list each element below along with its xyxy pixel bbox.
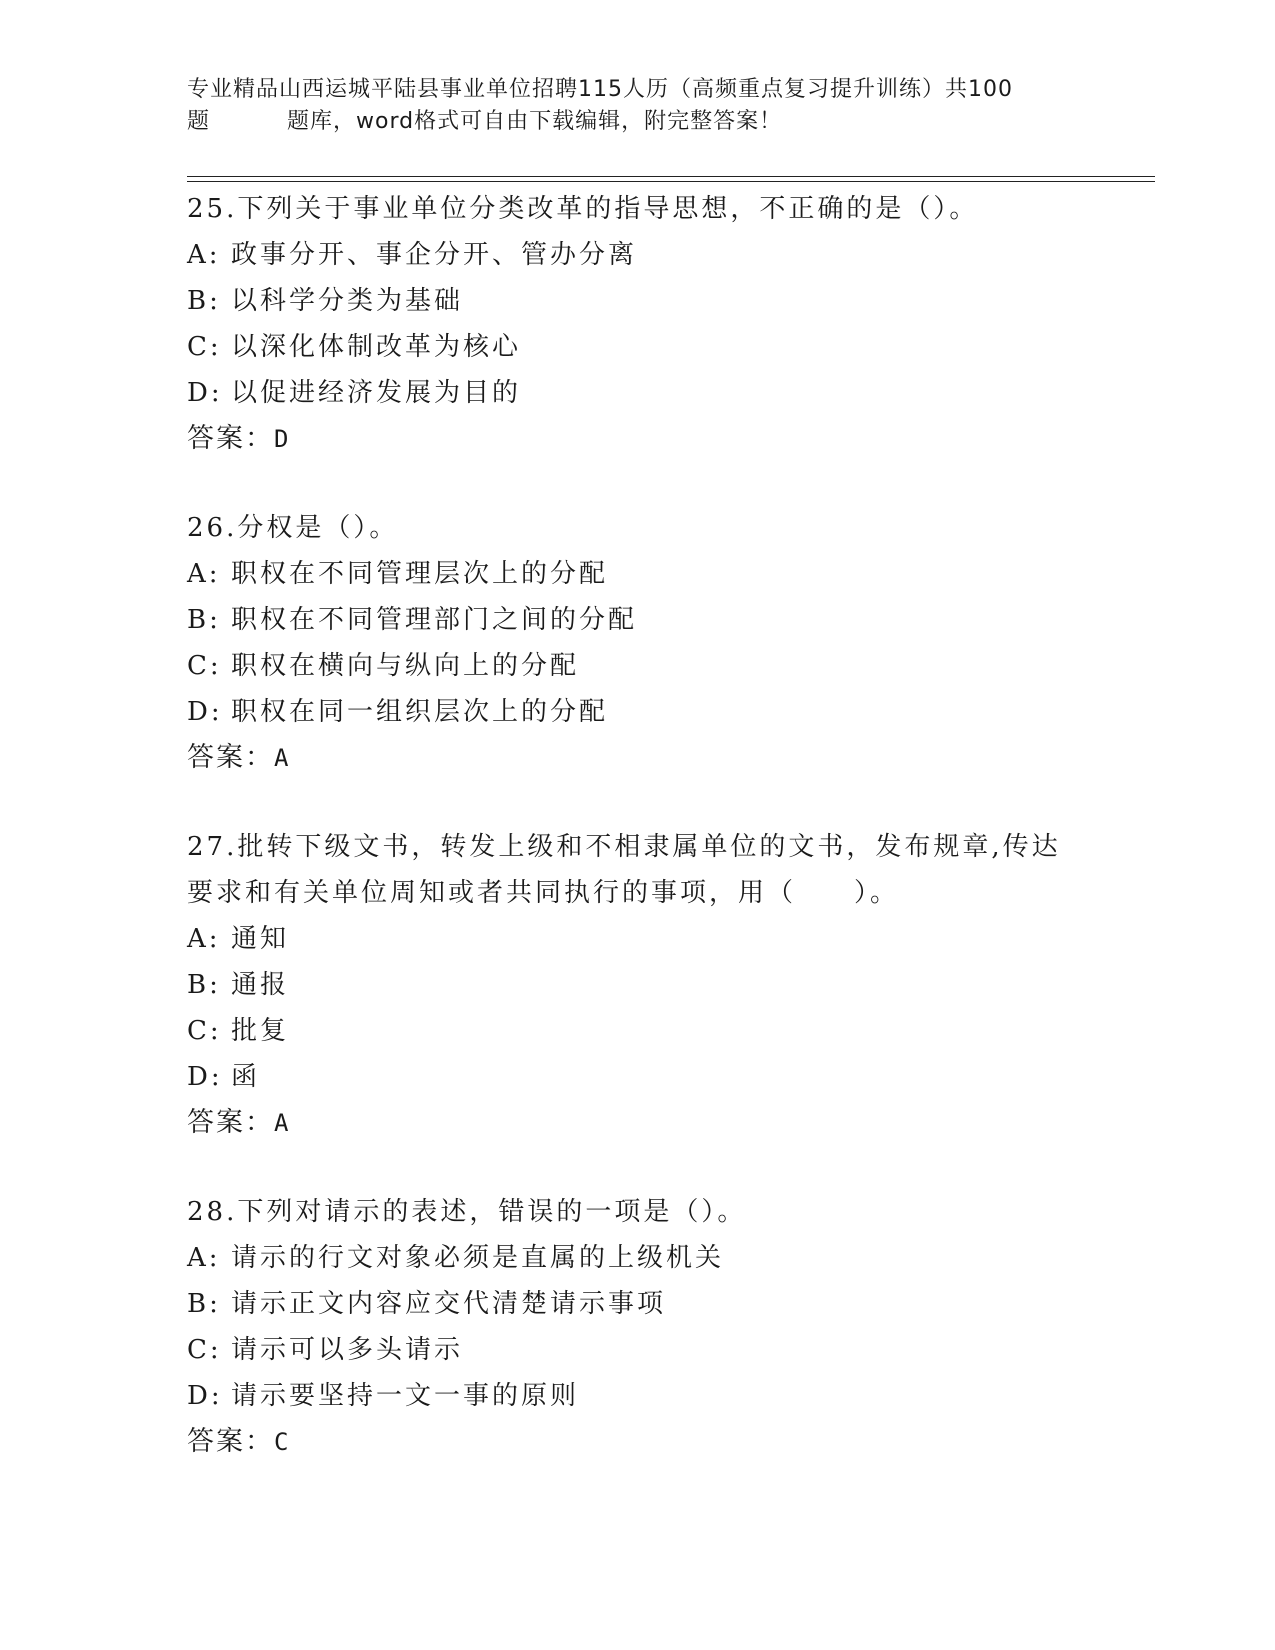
document-header xyxy=(187,74,1107,138)
option-a xyxy=(187,232,1087,278)
header-divider-top xyxy=(187,176,1155,177)
option-text: 职权在不同管理部门之间的分配 xyxy=(231,605,638,635)
answer-label: 答案： xyxy=(187,423,274,454)
question-25 xyxy=(187,186,1087,462)
option-key: D: xyxy=(187,1381,223,1411)
question-26 xyxy=(187,505,1087,781)
option-c xyxy=(187,643,1087,689)
question-stem-line1: 27.批转下级文书，转发上级和不相隶属单位的文书，发布规章,传达 xyxy=(187,832,1061,862)
answer-line xyxy=(187,1100,1087,1146)
option-key: D: xyxy=(187,697,223,727)
option-b xyxy=(187,278,1087,324)
question-stem: 26.分权是（）。 xyxy=(187,513,399,543)
option-text: 请示正文内容应交代清楚请示事项 xyxy=(231,1289,667,1319)
option-text: 通知 xyxy=(231,924,290,954)
option-key: A: xyxy=(187,559,221,589)
option-key: A: xyxy=(187,1243,221,1273)
header-line2-lead: 题 xyxy=(187,109,211,134)
option-key: B: xyxy=(187,970,221,1000)
option-d xyxy=(187,370,1087,416)
option-a xyxy=(187,1235,1087,1281)
question-27 xyxy=(187,824,1087,1146)
option-key: C: xyxy=(187,651,222,681)
option-c xyxy=(187,1008,1087,1054)
question-28 xyxy=(187,1189,1087,1465)
option-a xyxy=(187,551,1087,597)
answer-line xyxy=(187,416,1087,462)
option-text: 职权在不同管理层次上的分配 xyxy=(231,559,609,589)
option-key: D: xyxy=(187,1062,223,1092)
option-key: B: xyxy=(187,605,221,635)
header-line2-text: 题库，word格式可自由下载编辑，附完整答案！ xyxy=(287,109,783,134)
option-key: A: xyxy=(187,924,221,954)
answer-label: 答案： xyxy=(187,1107,274,1138)
option-key: C: xyxy=(187,1335,222,1365)
option-text: 以科学分类为基础 xyxy=(231,286,464,316)
option-key: C: xyxy=(187,1016,222,1046)
option-b xyxy=(187,962,1087,1008)
option-key: D: xyxy=(187,378,223,408)
option-d xyxy=(187,1054,1087,1100)
answer-value: A xyxy=(274,744,291,772)
option-a xyxy=(187,916,1087,962)
question-stem-line2: 要求和有关单位周知或者共同执行的事项，用（ ）。 xyxy=(187,878,900,908)
option-text: 以促进经济发展为目的 xyxy=(231,378,522,408)
option-text: 职权在同一组织层次上的分配 xyxy=(231,697,609,727)
option-text: 函 xyxy=(231,1062,261,1092)
option-text: 请示要坚持一文一事的原则 xyxy=(231,1381,580,1411)
header-title-line2 xyxy=(187,106,1107,138)
answer-value: D xyxy=(274,425,291,453)
option-key: C: xyxy=(187,332,222,362)
option-c xyxy=(187,324,1087,370)
header-title-line1: 专业精品山西运城平陆县事业单位招聘115人历（高频重点复习提升训练）共100 xyxy=(187,77,1013,102)
option-text: 政事分开、事企分开、管办分离 xyxy=(231,240,638,270)
answer-line xyxy=(187,735,1087,781)
option-text: 请示的行文对象必须是直属的上级机关 xyxy=(231,1243,725,1273)
option-key: B: xyxy=(187,286,221,316)
option-text: 批复 xyxy=(231,1016,290,1046)
option-d xyxy=(187,1373,1087,1419)
option-key: B: xyxy=(187,1289,221,1319)
option-text: 通报 xyxy=(231,970,290,1000)
answer-label: 答案： xyxy=(187,742,274,773)
header-divider-bottom xyxy=(187,181,1155,182)
option-key: A: xyxy=(187,240,221,270)
question-stem: 25.下列关于事业单位分类改革的指导思想，不正确的是（）。 xyxy=(187,194,979,224)
answer-value: A xyxy=(274,1109,291,1137)
option-c xyxy=(187,1327,1087,1373)
answer-label: 答案： xyxy=(187,1426,274,1457)
option-b xyxy=(187,597,1087,643)
answer-line xyxy=(187,1419,1087,1465)
option-b xyxy=(187,1281,1087,1327)
option-d xyxy=(187,689,1087,735)
option-text: 职权在横向与纵向上的分配 xyxy=(231,651,580,681)
question-stem: 28.下列对请示的表述，错误的一项是（）。 xyxy=(187,1197,747,1227)
answer-value: C xyxy=(274,1428,291,1456)
option-text: 以深化体制改革为核心 xyxy=(231,332,522,362)
option-text: 请示可以多头请示 xyxy=(231,1335,464,1365)
